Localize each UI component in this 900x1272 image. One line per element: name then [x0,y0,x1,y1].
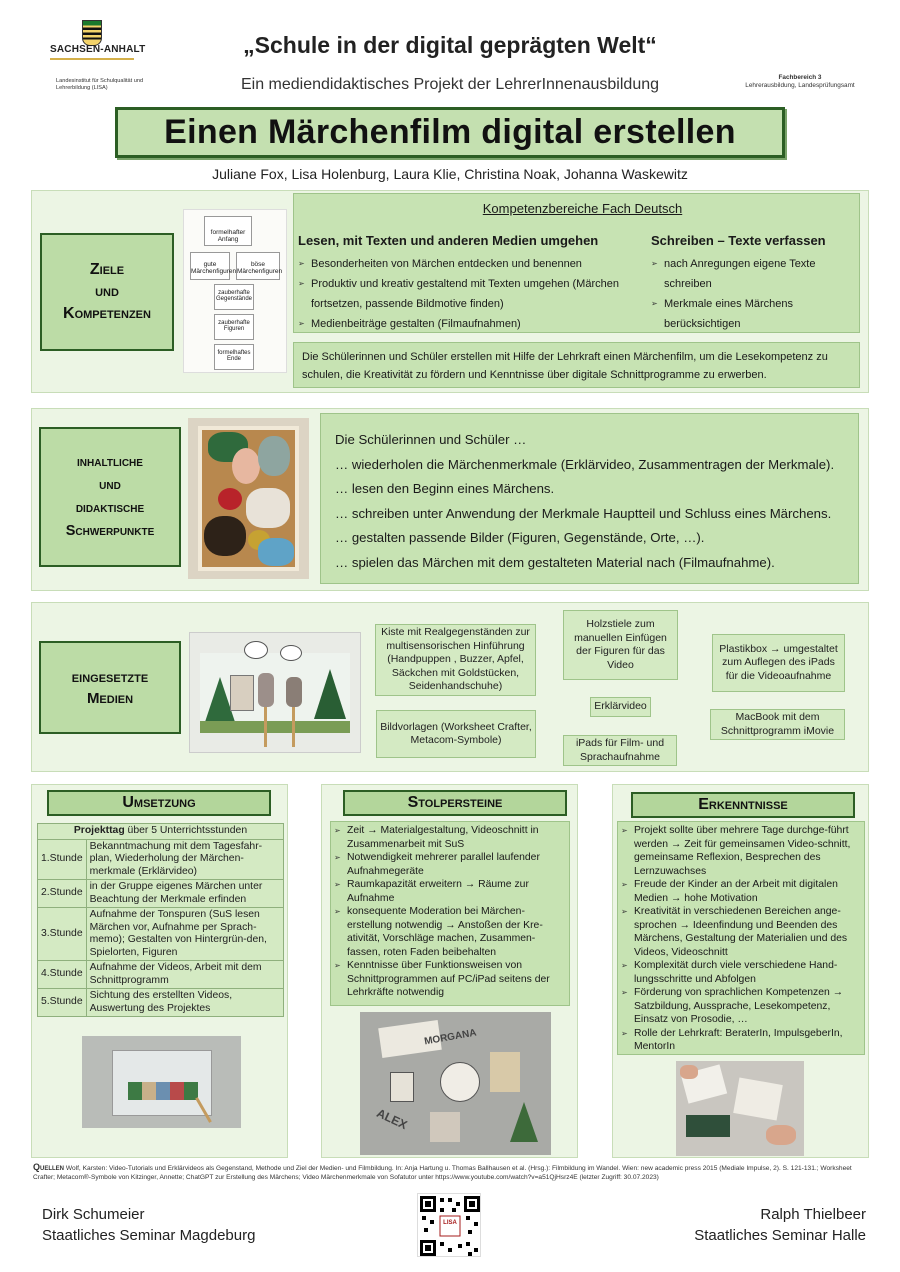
stolper-title: Stolpersteine [343,790,567,816]
paper-figure [390,1072,414,1102]
ziele-summary-text: Die Schülerinnen und Schüler erstellen mit Hilfe der Lehrkraft einen Märchenfilm, um die Lesekompetenz zu schulen, die Kreativität zu fördern und Kenntnisse über digitale Schnittprogramme zu erwerben. [302,351,828,381]
craft-table-photo [360,1012,551,1155]
table-row [38,880,284,908]
stick [264,707,267,747]
card-anfang: formelhafter Anfang [204,216,252,246]
medien-label-1: eingesetzte [71,668,149,686]
footer-right-org: Staatliches Seminar Halle [694,1227,866,1244]
stolper-item: ➢ konsequente Moderation bei Märchen-erstellung notwendig → Anstoßen der Kre-ativität, Vorschläge machen, Zusammen-fassen, roten Faden beibehalten [334,905,566,959]
lesen-item: ➢ Produktiv und kreativ gestaltend mit Texten umgehen (Märchen fortsetzen, passende Bildmotive finden) [298,274,628,314]
institute-name: Landesinstitut für Schulqualität und Lehrerbildung (LISA) [56,78,144,91]
erkennt-list [617,821,865,1055]
inhalt-label-4: Schwerpunkte [65,523,155,539]
medien-ipads: iPads für Film- und Sprachaufnahme [563,735,677,766]
inhalt-line: … spielen das Märchen mit dem gestalteten Material nach (Filmaufnahme). [335,554,775,570]
footer-right [694,1204,866,1246]
erkennt-item: ➢ Rolle der Lehrkraft: BeraterIn, ImpulsgeberIn, MentorIn [621,1027,861,1054]
footer-right-name: Ralph Thielbeer [760,1206,866,1223]
photo-label-morgana: MORGANA [423,1027,478,1048]
department-name: Fachbereich 3 [778,74,822,81]
ziele-label-2: und [95,283,119,300]
medien-kiste: Kiste mit Realgegenständen zur multisensorischen Hinführung (Handpuppen , Buzzer, Apfel, Säckchen mit Goldstücken, Seidenhandschuhe) [375,624,536,696]
footer-left-org: Staatliches Seminar Magdeburg [42,1227,256,1244]
apple [218,488,242,510]
worksheet [733,1077,783,1120]
table-row [38,961,284,989]
ground [200,721,350,733]
stunde-num: 2.Stunde [38,880,87,908]
lesen-item: ➢ Medienbeiträge gestalten (Filmaufnahmen) [298,314,628,334]
stunde-num: 5.Stunde [38,989,87,1017]
box-figures [128,1082,198,1100]
puppet-white [246,488,290,528]
medien-holz: Holzstiele zum manuellen Einfügen der Figuren für das Video [563,610,678,680]
schreiben-list [651,254,856,334]
stunde-num: 3.Stunde [38,908,87,961]
medien-macbook: MacBook mit dem Schnittprogramm iMovie [710,709,845,740]
sources-text: Wolf, Karsten: Video-Tutorials und Erklärvideos als Gegenstand, Methode und Ziel der Medien- und Filmbildung. In: Anja Hartung u. Thomas Ballhausen et al. (Hrsg.): Filmbildung im Wandel. Wien: new academic press 2015 (Mediale Impulse, 2). S. 121-131.; Worksheet Crafter; Metacom®-Symbole von Kitzinger, Annette; ChatGPT zur Erstellung des Märchens; Video Märchenmerkmale von Sofatutor unter https://www.youtube.com/watch?v=a51QjHsrz4E (letzter Zugriff: 30.07.2023) [33,1165,852,1181]
card-gegenstaende: zauberhafte Gegenstände [214,284,254,310]
house [230,675,254,711]
sources-label: Quellen [33,1162,65,1172]
puppet-dark [204,516,246,556]
page-title: „Schule in der digital geprägten Welt“ [243,32,657,58]
figure [258,673,274,707]
ziele-label-1: Ziele [89,261,125,278]
stick [292,707,295,747]
erkennt-title: Erkenntnisse [631,792,855,818]
department-label [735,74,865,90]
inhalt-line: … lesen den Beginn eines Märchens. [335,481,555,496]
card-boese: böse Märchenfiguren [236,252,280,280]
hand [766,1125,796,1145]
footer-left-name: Dirk Schumeier [42,1206,145,1223]
medien-erklaervideo: Erklärvideo [590,697,651,717]
umsetzung-title: Umsetzung [47,790,271,816]
table-row [38,908,284,961]
photo-label-alex: ALEX [374,1105,410,1133]
tree [314,669,346,719]
stunde-text: Aufnahme der Videos, Arbeit mit dem Schnittprogramm [86,961,283,989]
plastic-box-photo [82,1036,241,1128]
stunde-num: 4.Stunde [38,961,87,989]
schreiben-heading: Schreiben – Texte verfassen [651,233,826,248]
inhalt-label-2: und [99,477,121,493]
erkennt-item: ➢ Kreativität in verschiedenen Bereichen ange-sprochen → Ideenfindung und Beenden des Märchens, Gestaltung der Materialien und des Videos, Videoschnitt [621,905,861,959]
medien-plastik: Plastikbox → umgestaltet zum Auflegen des iPads für die Videoaufnahme [712,634,845,692]
umsetzung-table [37,823,284,1017]
medien-label [39,641,181,734]
classroom-photo [676,1061,804,1156]
erkennt-item: ➢ Projekt sollte über mehrere Tage durchge-führt werden → Zeit für gemeinsamen Video-schnitt, gemeinsame Reflexion, Besprechen des Lernzuwachses [621,824,861,878]
sources [33,1163,867,1182]
inhalt-line: … wiederholen die Märchenmerkmale (Erklärvideo, Zusammentragen der Merkmale). [335,456,835,472]
pencil-case [686,1115,730,1137]
qr-code-graphic [418,1194,482,1258]
stolper-list [330,821,570,1006]
stunde-text: Sichtung des erstellten Videos, Auswertung des Projektes [86,989,283,1017]
inhalt-line: … schreiben unter Anwendung der Merkmale Hauptteil und Schluss eines Märchens. [335,505,832,521]
inhalt-panel [320,413,859,584]
stunde-text: Bekanntmachung mit dem Tagesfahr-plan, Wiederholung der Märchen-merkmale (Erklärvideo) [86,839,283,880]
maerchen-cards-photo [183,209,287,373]
stolper-item: ➢ Zeit → Materialgestaltung, Videoschnitt in Zusammenarbeit mit SuS [334,824,566,851]
stunde-text: Aufnahme der Tonspuren (SuS lesen Märchen vor, Aufnahme per Sprach-memo); Gestalten von Hintergrün-den, Spielorten, Figuren [86,908,283,961]
puppet-face [232,448,260,484]
lesen-item: ➢ Besonderheiten von Märchen entdecken und benennen [298,254,628,274]
ziele-label-3: Kompetenzen [63,305,151,322]
table-row [38,989,284,1017]
stunde-num: 1.Stunde [38,839,87,880]
stolper-item: ➢ Kenntnisse über Funktionsweisen von Schnittprogrammen auf PC/iPad seitens der Lehrkräfte notwendig [334,959,566,1000]
puppet-box-photo [188,418,309,579]
qr-label: LISA [443,1220,457,1226]
tree-cutout [510,1102,538,1142]
erkennt-item: ➢ Förderung von sprachlichen Kompetenzen → Satzbildung, Aussprache, Lesekompetenz, Einsatz von Prosodie, … [621,986,861,1027]
projekttag-rest: über 5 Unterrichtsstunden [124,825,248,836]
puppet-blue [258,538,294,566]
erkennt-item: ➢ Komplexität durch viele verschiedene Hand-lungsschritte und Abfolgen [621,959,861,986]
inhalt-intro: Die Schülerinnen und Schüler … [335,432,527,447]
card-gute: gute Märchenfiguren [190,252,230,280]
projekttag-header [38,824,284,840]
stolper-item: ➢ Notwendigkeit mehrerer parallel laufender Aufnahmegeräte [334,851,566,878]
inhalt-label-3: didaktische [75,500,145,516]
speech-bubble [244,641,268,659]
kompetenz-title: Kompetenzbereiche Fach Deutsch [482,201,683,216]
card-figuren: zauberhafte Figuren [214,314,254,340]
inhalt-label [39,427,181,567]
paper-figure [490,1052,520,1092]
hand [680,1065,698,1079]
ziele-summary [293,342,860,388]
stolper-item: ➢ Raumkapazität erweitern → Räume zur Aufnahme [334,878,566,905]
page-subtitle: Ein mediendidaktisches Projekt der LehrerInnenausbildung [240,76,660,93]
paper-circle [440,1062,480,1102]
qr-code[interactable] [417,1193,481,1257]
inhalt-label-1: inhaltliche [77,454,143,470]
poster-title: Einen Märchenfilm digital erstellen [115,107,785,158]
stage-photo [189,632,361,753]
medien-bild: Bildvorlagen (Worksheet Crafter, Metacom-Symbole) [376,710,536,758]
projekttag-bold: Projekttag [73,825,125,836]
lesen-heading: Lesen, mit Texten und anderen Medien umgehen [298,233,599,248]
state-name: SACHSEN-ANHALT [50,44,146,55]
authors: Juliane Fox, Lisa Holenburg, Laura Klie, Christina Noak, Johanna Waskewitz [212,166,688,182]
lesen-list [298,254,628,334]
erkennt-item: ➢ Freude der Kinder an der Arbeit mit digitalen Medien → hohe Motivation [621,878,861,905]
paper-figure [430,1112,460,1142]
medien-label-2: Medien [86,689,134,707]
figure [286,677,302,707]
card-ende: formelhaftes Ende [214,344,254,370]
footer-left [42,1204,255,1246]
stunde-text: in der Gruppe eigenes Märchen unter Beachtung der Merkmale erfinden [86,880,283,908]
puppet-grey [258,436,290,476]
department-sub: Lehrerausbildung, Landesprüfungsamt [745,82,855,89]
speech-bubble [280,645,302,661]
kompetenz-panel [293,193,860,333]
schreiben-item: ➢ Merkmale eines Märchens berücksichtigen [651,294,856,334]
ziele-label [40,233,174,351]
schreiben-item: ➢ nach Anregungen eigene Texte schreiben [651,254,856,294]
table-row [38,839,284,880]
inhalt-line: … gestalten passende Bilder (Figuren, Gegenstände, Orte, …). [335,530,705,545]
